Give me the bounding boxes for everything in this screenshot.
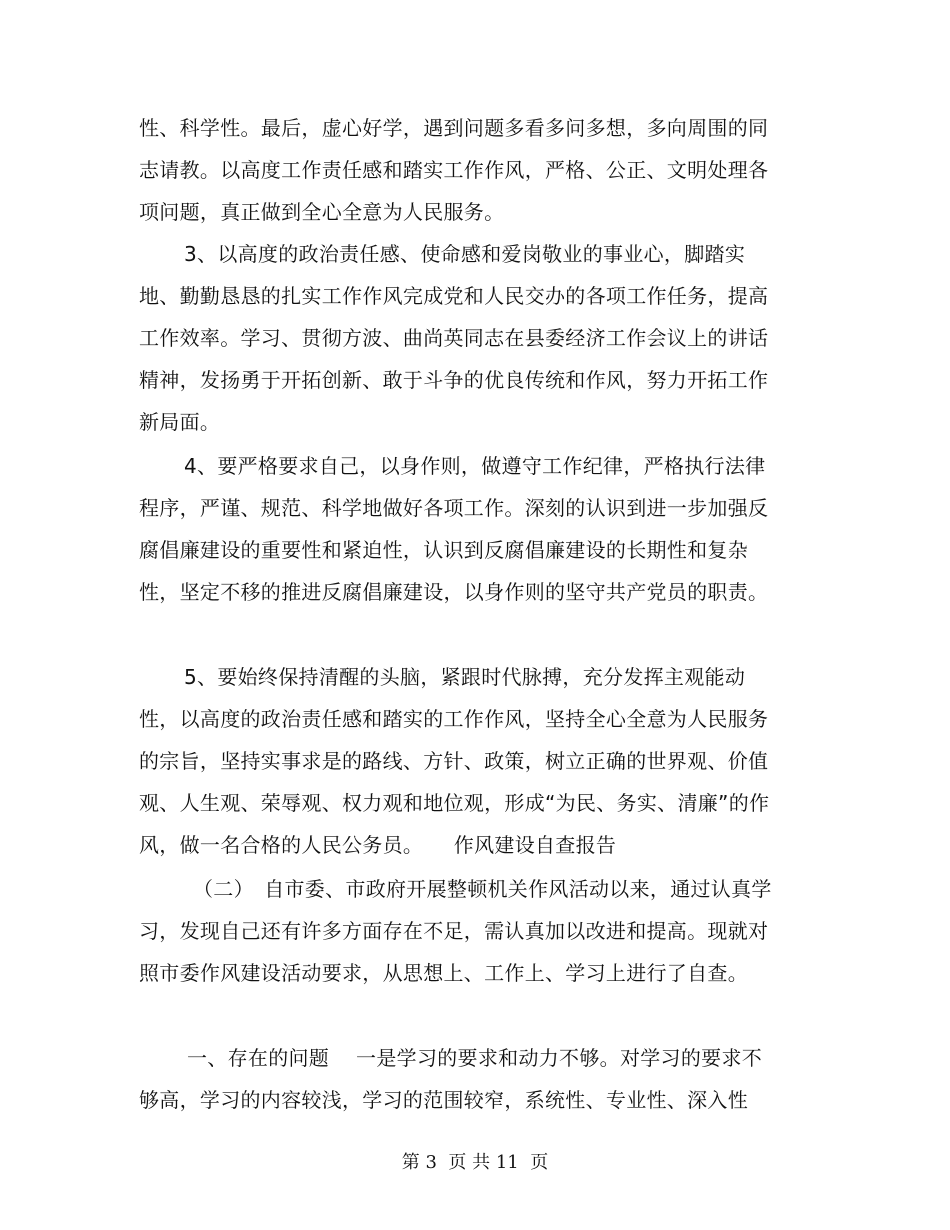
paragraph-item-5: 5、要始终保持清醒的头脑，紧跟时代脉搏，充分发挥主观能动性，以高度的政治责任感和踏实的工作作风，坚持全心全意为人民服务的宗旨，坚持实事求是的路线、方针、政策，树立正确的世界观、价值观、人生观、荣辱观、权力观和地位观，形成“为民、务实、清廉”的作风，做一名合格的人民公务员。 作风建设自查报告 — [139, 665, 770, 857]
paragraph-continuation: 性、科学性。最后，虚心好学，遇到问题多看多问多想，多向周围的同志请教。以高度工作责任感和踏实工作作风，严格、公正、文明处理各项问题，真正做到全心全意为人民服务。 — [139, 116, 769, 224]
page-number-label: 第 3 页 共 11 页 — [401, 1152, 549, 1173]
paragraph-section-two: （二） 自市委、市政府开展整顿机关作风活动以来，通过认真学习，发现自己还有许多方面存在不足，需认真加以改进和提高。现就对照市委作风建设活动要求，从思想上、工作上、学习上进行了自查。 — [139, 877, 772, 985]
paragraph-problems: 一、存在的问题 一是学习的要求和动力不够。对学习的要求不够高，学习的内容较浅，学习的范围较窄，系统性、专业性、深入性 — [139, 1046, 763, 1112]
paragraph-item-4: 4、要严格要求自己，以身作则，做遵守工作纪律，严格执行法律程序，严谨、规范、科学地做好各项工作。深刻的认识到进一步加强反腐倡廉建设的重要性和紧迫性，认识到反腐倡廉建设的长期性和复杂性，坚定不移的推进反腐倡廉建设，以身作则的坚守共产党员的职责。 — [139, 454, 769, 604]
page-footer — [0, 1148, 950, 1178]
paragraph-item-3: 3、以高度的政治责任感、使命感和爱岗敬业的事业心，脚踏实地、勤勤恳恳的扎实工作作风完成党和人民交办的各项工作任务，提高工作效率。学习、贯彻方波、曲尚英同志在县委经济工作会议上的讲话精神，发扬勇于开拓创新、敢于斗争的优良传统和作风，努力开拓工作新局面。 — [139, 242, 769, 434]
